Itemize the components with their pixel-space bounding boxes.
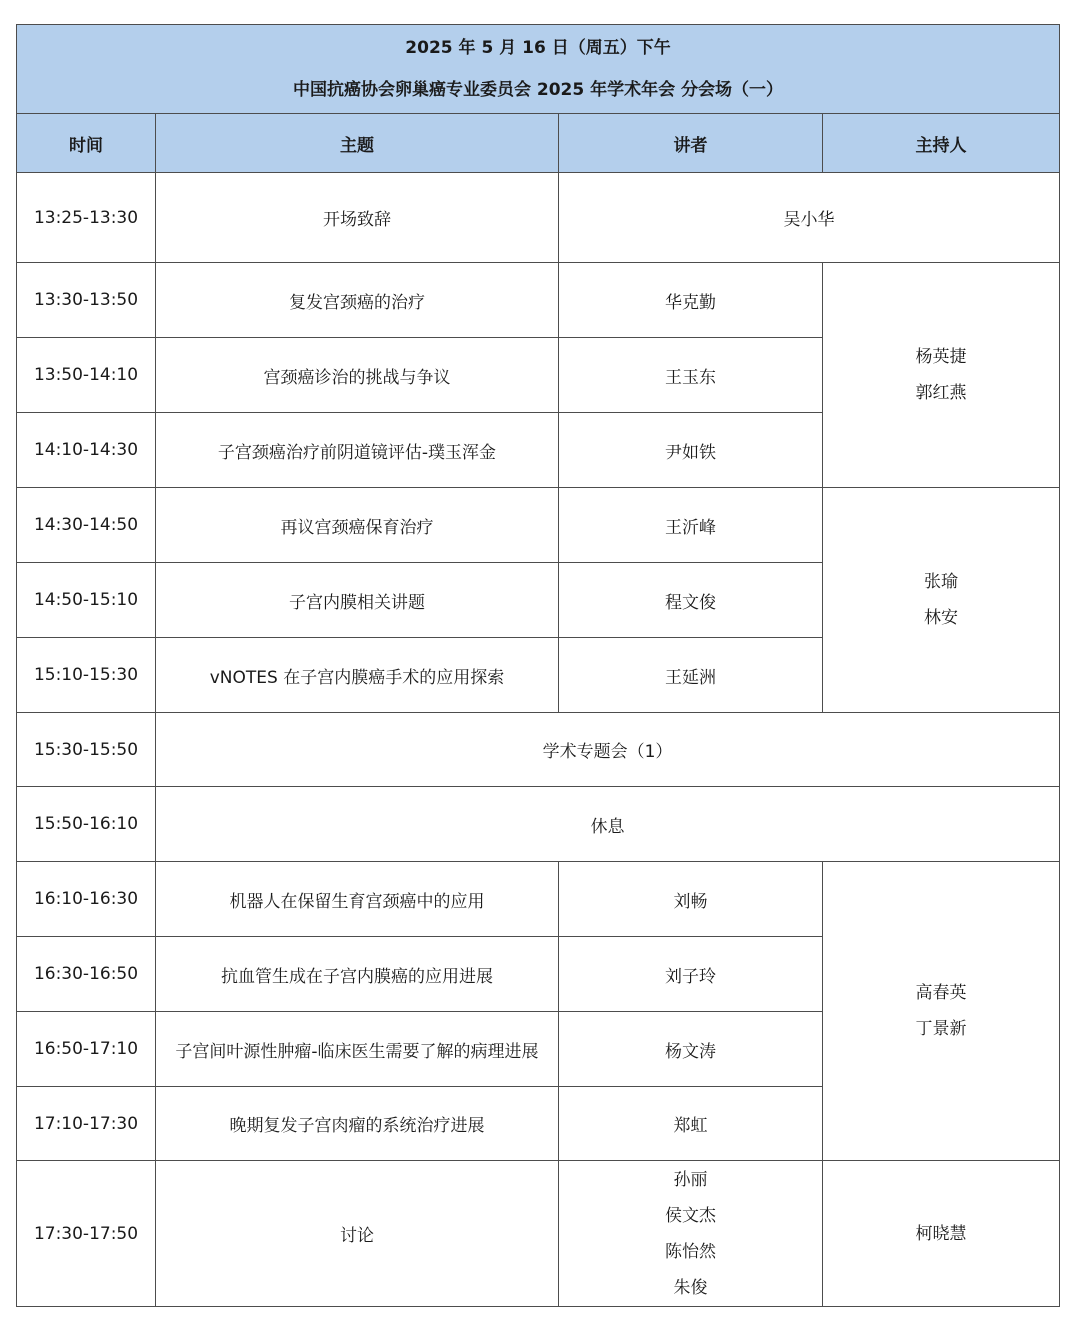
host-cell [823, 488, 1060, 713]
host-cell [823, 862, 1060, 1161]
speaker-name: 孙丽 [673, 1169, 708, 1190]
speaker-cell: 王沂峰 [559, 488, 823, 563]
topic-cell: 复发宫颈癌的治疗 [156, 263, 559, 338]
time-cell: 15:50-16:10 [17, 787, 156, 862]
speaker-cell: 刘畅 [559, 862, 823, 937]
topic-cell: 抗血管生成在子宫内膜癌的应用进展 [156, 937, 559, 1012]
topic-cell: 子宫内膜相关讲题 [156, 563, 559, 638]
topic-cell: 机器人在保留生育宫颈癌中的应用 [156, 862, 559, 937]
topic-cell: vNOTES 在子宫内膜癌手术的应用探索 [156, 638, 559, 713]
table-row [17, 1161, 1060, 1307]
topic-cell: 子宫间叶源性肿瘤-临床医生需要了解的病理进展 [156, 1012, 559, 1087]
column-header-host: 主持人 [823, 114, 1060, 173]
time-cell: 15:10-15:30 [17, 638, 156, 713]
column-header-time: 时间 [17, 114, 156, 173]
host-name: 林安 [924, 608, 958, 628]
host-name: 丁景新 [915, 1019, 967, 1039]
topic-cell: 休息 [156, 787, 1060, 862]
topic-cell: 再议宫颈癌保育治疗 [156, 488, 559, 563]
topic-cell: 开场致辞 [156, 173, 559, 263]
time-cell: 13:30-13:50 [17, 263, 156, 338]
time-cell: 16:50-17:10 [17, 1012, 156, 1087]
date-title: 2025 年 5 月 16 日（周五）下午 [405, 38, 671, 58]
table-row [17, 713, 1060, 787]
speaker-cell: 程文俊 [559, 563, 823, 638]
time-cell: 16:30-16:50 [17, 937, 156, 1012]
table-row [17, 488, 1060, 563]
topic-cell: 宫颈癌诊治的挑战与争议 [156, 338, 559, 413]
column-header-speaker: 讲者 [559, 114, 823, 173]
topic-cell: 子宫颈癌治疗前阴道镜评估-璞玉浑金 [156, 413, 559, 488]
time-cell: 15:30-15:50 [17, 713, 156, 787]
title-row [17, 25, 1060, 114]
speaker-cell [559, 1161, 823, 1307]
time-cell: 13:25-13:30 [17, 173, 156, 263]
schedule-table [16, 24, 1060, 1307]
speaker-cell: 郑虹 [559, 1087, 823, 1161]
title-cell [17, 25, 1060, 114]
table-row [17, 787, 1060, 862]
time-cell: 16:10-16:30 [17, 862, 156, 937]
host-name: 郭红燕 [915, 383, 967, 403]
topic-cell: 晚期复发子宫肉瘤的系统治疗进展 [156, 1087, 559, 1161]
speaker-cell: 杨文涛 [559, 1012, 823, 1087]
host-name: 高春英 [915, 983, 967, 1003]
speaker-cell: 吴小华 [559, 173, 1060, 263]
table-row [17, 263, 1060, 338]
time-cell: 14:50-15:10 [17, 563, 156, 638]
host-name: 杨英捷 [915, 347, 967, 367]
table-row [17, 173, 1060, 263]
speaker-name: 朱俊 [673, 1277, 708, 1298]
time-cell: 14:30-14:50 [17, 488, 156, 563]
speaker-name: 陈怡然 [665, 1241, 716, 1262]
host-cell [823, 263, 1060, 488]
host-name: 张瑜 [924, 572, 958, 592]
column-header-row [17, 114, 1060, 173]
speaker-cell: 刘子玲 [559, 937, 823, 1012]
column-header-topic: 主题 [156, 114, 559, 173]
speaker-cell: 王延洲 [559, 638, 823, 713]
host-name: 柯晓慧 [915, 1223, 967, 1244]
speaker-name: 侯文杰 [665, 1205, 716, 1226]
topic-cell: 学术专题会（1） [156, 713, 1060, 787]
time-cell: 17:30-17:50 [17, 1161, 156, 1307]
speaker-cell: 华克勤 [559, 263, 823, 338]
speaker-cell: 尹如铁 [559, 413, 823, 488]
time-cell: 14:10-14:30 [17, 413, 156, 488]
topic-cell: 讨论 [156, 1161, 559, 1307]
host-cell [823, 1161, 1060, 1307]
speaker-cell: 王玉东 [559, 338, 823, 413]
time-cell: 13:50-14:10 [17, 338, 156, 413]
conference-title: 中国抗癌协会卵巢癌专业委员会 2025 年学术年会 分会场（一） [292, 80, 784, 100]
table-row [17, 862, 1060, 937]
time-cell: 17:10-17:30 [17, 1087, 156, 1161]
